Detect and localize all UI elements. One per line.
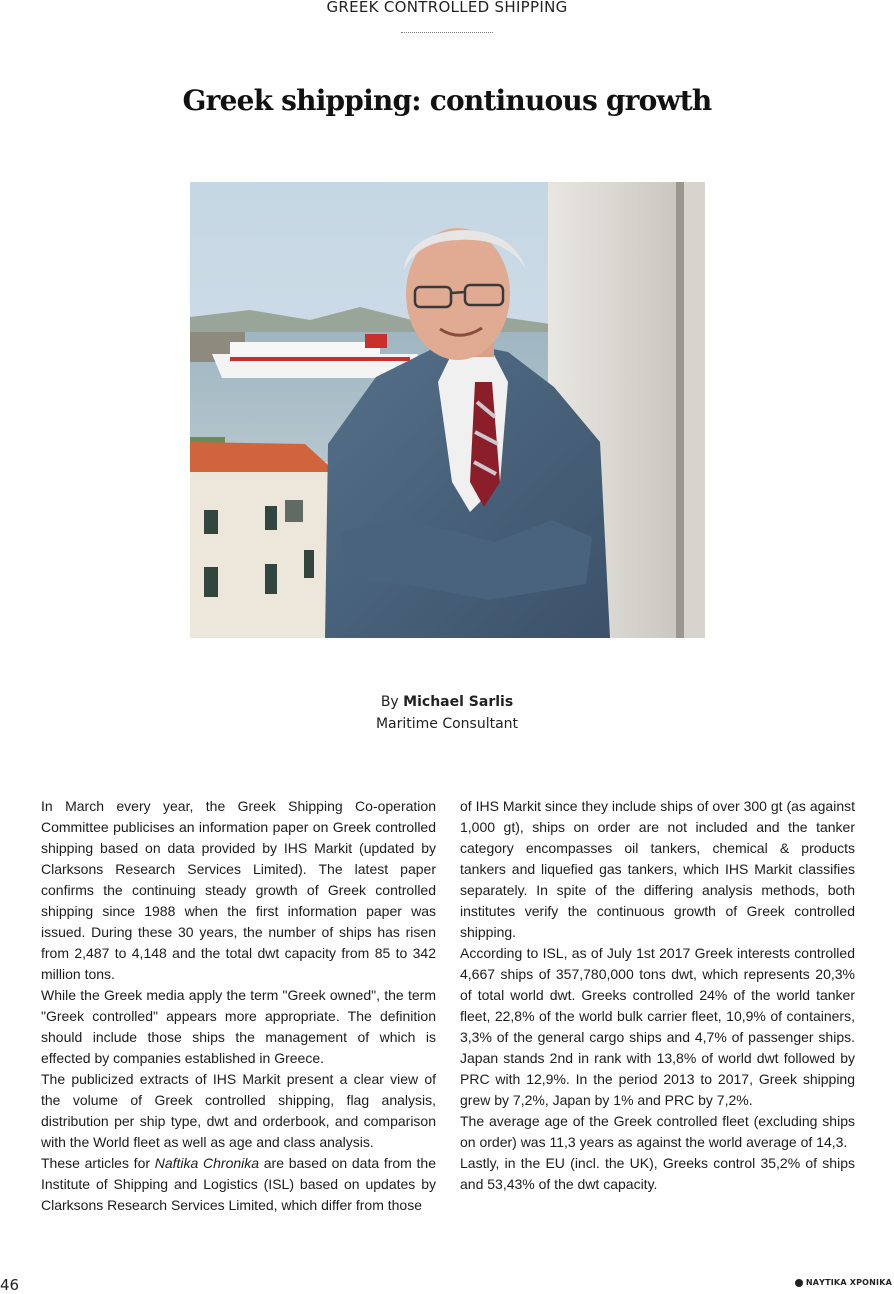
paragraph: The average age of the Greek controlled fleet (excluding ships on order) was 11,3 years as against the world average of 14,3. xyxy=(460,1113,855,1150)
author-role: Maritime Consultant xyxy=(375,716,519,732)
right-column xyxy=(460,796,855,1195)
author-name: Michael Sarlis xyxy=(403,694,514,710)
byline-prefix: By xyxy=(380,694,399,710)
section-label: GREEK CONTROLLED SHIPPING xyxy=(326,0,568,16)
paragraph: Lastly, in the EU (incl. the UK), Greeks control 35,2% of ships and 53,43% of the dwt capacity. xyxy=(460,1155,855,1192)
publication-name: Naftika Chronika xyxy=(154,1155,260,1171)
byline xyxy=(0,691,894,735)
paragraph-text: are based on data from the Institute of Shipping and Logistics (ISL) based on updates by Clarksons Research Services Limited, which differ from those xyxy=(41,1155,437,1213)
paragraph: While the Greek media apply the term "Greek owned", the term "Greek controlled" appears more appropriate. The definition should include those ships the management of which is effected by companies established in Greece. xyxy=(41,987,436,1066)
paragraph xyxy=(41,1153,436,1216)
paragraph: of IHS Markit since they include ships of over 300 gt (as against 1,000 gt), ships on order are not included and the tanker category encompasses oil tankers, chemical & products tankers and liquefied gas tankers, which IHS Markit classifies separately. In spite of the differing analysis methods, both institutes verify the continuous growth of Greek controlled shipping. xyxy=(460,798,855,940)
paragraph: In March every year, the Greek Shipping Co-operation Committee publicises an information paper on Greek controlled shipping based on data provided by IHS Markit (updated by Clarksons Research Services Limited). The latest paper confirms the continuing steady growth of Greek controlled shipping since 1988 when the first information paper was issued. During these 30 years, the number of ships has risen from 2,487 to 4,148 and the total dwt capacity from 85 to 342 million tons. xyxy=(41,798,436,982)
paragraph: The publicized extracts of IHS Markit present a clear view of the volume of Greek controlled shipping, flag analysis, distribution per ship type, dwt and orderbook, and comparison with the World fleet as well as age and class analysis. xyxy=(41,1071,436,1150)
left-column xyxy=(41,796,436,1216)
page-number: 46 xyxy=(0,1276,20,1294)
paragraph: According to ISL, as of July 1st 2017 Greek interests controlled 4,667 ships of 357,780,000 tons dwt, which represents 20,3% of total world dwt. Greeks controlled 24% of the world tanker fleet, 22,8% of the world bulk carrier fleet, 10,9% of containers, 3,3% of the general cargo ships and 4,7% of passenger ships. Japan stands 2nd in rank with 13,8% of world dwt followed by PRC with 12,9%. In the period 2013 to 2017, Greek shipping grew by 7,2%, Japan by 1% and PRC by 7,2%. xyxy=(460,945,855,1108)
paragraph-text: These articles for xyxy=(41,1155,155,1171)
publisher-brand xyxy=(795,1278,892,1287)
article-title: Greek shipping: continuous growth xyxy=(182,84,712,117)
brand-logo-icon xyxy=(795,1279,803,1287)
section-divider xyxy=(401,32,493,33)
author-photo xyxy=(190,182,705,638)
brand-name: ΝΑΥΤΙΚΑ ΧΡΟΝΙΚΑ xyxy=(805,1278,892,1287)
